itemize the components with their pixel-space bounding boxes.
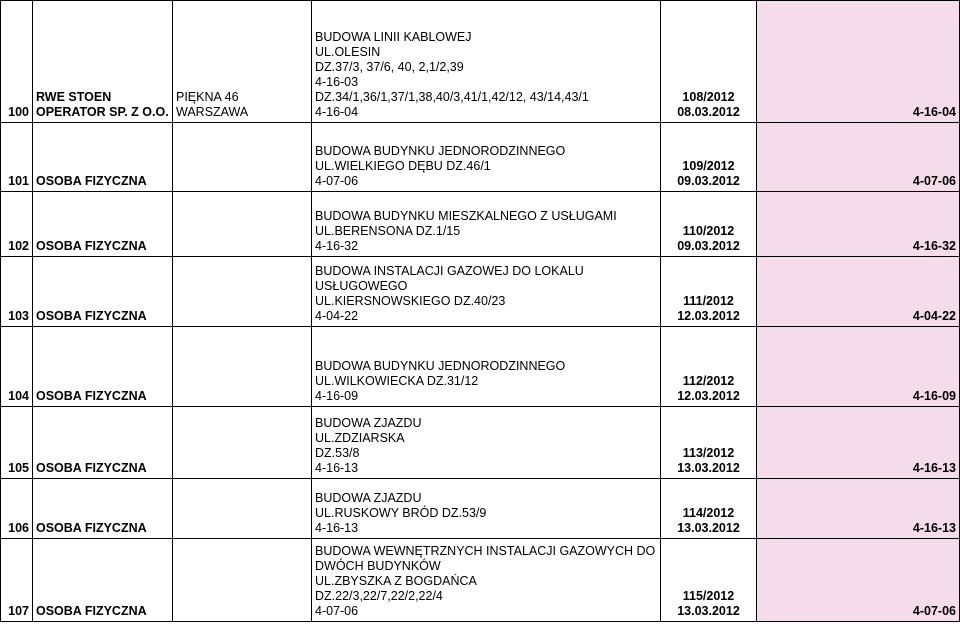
row-number: 105 xyxy=(1,407,33,479)
investor-cell xyxy=(33,327,173,407)
investor-line: RWE STOEN xyxy=(36,90,112,104)
investor-line: OSOBA FIZYCZNA xyxy=(36,604,147,618)
description-line: 4-16-09 xyxy=(315,389,359,403)
decision-number: 115/2012 xyxy=(682,589,735,603)
description-line: 4-04-22 xyxy=(315,309,359,323)
category-code-cell: 4-04-22 xyxy=(757,257,960,327)
description-line: DZ.37/3, 37/6, 40, 2,1/2,39 xyxy=(315,60,464,74)
project-description-cell xyxy=(312,539,661,622)
table-row xyxy=(1,539,960,622)
investor-address-cell xyxy=(173,257,312,327)
project-description-cell xyxy=(312,257,661,327)
investor-address-cell xyxy=(173,407,312,479)
description-line: DZ.22/3,22/7,22/2,22/4 xyxy=(315,589,443,603)
investor-line: OSOBA FIZYCZNA xyxy=(36,389,147,403)
investor-address-cell xyxy=(173,327,312,407)
project-description-cell xyxy=(312,407,661,479)
description-line: 4-07-06 xyxy=(315,174,359,188)
description-line: 4-16-13 xyxy=(315,521,359,535)
decision-date: 12.03.2012 xyxy=(677,309,740,323)
investor-line: OPERATOR SP. Z O.O. xyxy=(36,105,169,119)
table-row xyxy=(1,327,960,407)
row-number: 101 xyxy=(1,123,33,192)
investor-cell xyxy=(33,192,173,257)
description-line: 4-16-32 xyxy=(315,239,359,253)
description-line: BUDOWA ZJAZDU xyxy=(315,491,422,505)
project-description-cell xyxy=(312,192,661,257)
decision-date: 13.03.2012 xyxy=(677,461,740,475)
decision-number: 109/2012 xyxy=(682,159,735,173)
decision-date: 13.03.2012 xyxy=(677,521,740,535)
investor-address-cell xyxy=(173,1,312,123)
table-row xyxy=(1,257,960,327)
table-row xyxy=(1,407,960,479)
description-line: BUDOWA BUDYNKU MIESZKALNEGO Z USŁUGAMI xyxy=(315,209,617,223)
decision-number: 113/2012 xyxy=(682,446,735,460)
decision-number: 111/2012 xyxy=(683,294,734,308)
decision-date: 13.03.2012 xyxy=(677,604,740,618)
description-line: UL.KIERSNOWSKIEGO DZ.40/23 xyxy=(315,294,506,308)
description-line: BUDOWA BUDYNKU JEDNORODZINNEGO xyxy=(315,359,566,373)
investor-line: OSOBA FIZYCZNA xyxy=(36,174,147,188)
decision-cell xyxy=(661,257,757,327)
project-description-cell xyxy=(312,327,661,407)
decision-date: 09.03.2012 xyxy=(677,174,740,188)
decision-number: 112/2012 xyxy=(682,374,735,388)
table-row xyxy=(1,479,960,539)
investor-cell xyxy=(33,539,173,622)
decision-cell xyxy=(661,327,757,407)
description-line: DZ.34/1,36/1,37/1,38,40/3,41/1,42/12, 43/14,43/1 xyxy=(315,90,589,104)
project-description-cell xyxy=(312,479,661,539)
decision-date: 09.03.2012 xyxy=(677,239,740,253)
description-line: 4-16-03 xyxy=(315,75,359,89)
category-code-cell: 4-07-06 xyxy=(757,539,960,622)
decision-cell xyxy=(661,479,757,539)
decision-cell xyxy=(661,192,757,257)
investor-cell xyxy=(33,479,173,539)
investor-cell xyxy=(33,123,173,192)
description-line: BUDOWA WEWNĘTRZNYCH INSTALACJI GAZOWYCH DO xyxy=(315,544,656,558)
table-row xyxy=(1,1,960,123)
category-code-cell: 4-16-32 xyxy=(757,192,960,257)
decision-number: 114/2012 xyxy=(682,506,735,520)
project-description-cell xyxy=(312,123,661,192)
description-line: 4-16-13 xyxy=(315,461,359,475)
description-line: BUDOWA INSTALACJI GAZOWEJ DO LOKALU xyxy=(315,264,584,278)
description-line: 4-16-04 xyxy=(315,105,359,119)
decision-cell xyxy=(661,1,757,123)
decision-date: 12.03.2012 xyxy=(677,389,740,403)
description-line: 4-07-06 xyxy=(315,604,359,618)
project-description-cell xyxy=(312,1,661,123)
row-number: 107 xyxy=(1,539,33,622)
category-code-cell: 4-16-13 xyxy=(757,407,960,479)
category-code-cell: 4-16-09 xyxy=(757,327,960,407)
row-number: 103 xyxy=(1,257,33,327)
category-code-cell: 4-07-06 xyxy=(757,123,960,192)
row-number: 100 xyxy=(1,1,33,123)
investor-address-cell xyxy=(173,123,312,192)
investor-line: OSOBA FIZYCZNA xyxy=(36,309,147,323)
description-line: BUDOWA LINII KABLOWEJ xyxy=(315,30,472,44)
investor-address-cell xyxy=(173,539,312,622)
category-code-cell: 4-16-13 xyxy=(757,479,960,539)
row-number: 106 xyxy=(1,479,33,539)
decision-cell xyxy=(661,407,757,479)
description-line: BUDOWA BUDYNKU JEDNORODZINNEGO xyxy=(315,144,566,158)
investor-address-cell xyxy=(173,192,312,257)
investor-address-cell xyxy=(173,479,312,539)
investor-line: OSOBA FIZYCZNA xyxy=(36,521,147,535)
row-number: 102 xyxy=(1,192,33,257)
description-line: USŁUGOWEGO xyxy=(315,279,408,293)
investor-cell xyxy=(33,257,173,327)
description-line: UL.BERENSONA DZ.1/15 xyxy=(315,224,461,238)
investor-cell xyxy=(33,1,173,123)
description-line: UL.WILKOWIECKA DZ.31/12 xyxy=(315,374,479,388)
category-code-cell: 4-16-04 xyxy=(757,1,960,123)
investor-line: OSOBA FIZYCZNA xyxy=(36,461,147,475)
address-line: PIĘKNA 46 xyxy=(176,90,239,104)
row-number: 104 xyxy=(1,327,33,407)
description-line: UL.OLESIN xyxy=(315,45,381,59)
investor-cell xyxy=(33,407,173,479)
decision-number: 108/2012 xyxy=(682,90,735,104)
description-line: UL.WIELKIEGO DĘBU DZ.46/1 xyxy=(315,159,491,173)
description-line: UL.RUSKOWY BRÓD DZ.53/9 xyxy=(315,506,487,520)
decision-number: 110/2012 xyxy=(682,224,735,238)
description-line: UL.ZDZIARSKA xyxy=(315,431,405,445)
decision-cell xyxy=(661,123,757,192)
description-line: UL.ZBYSZKA Z BOGDAŃCA xyxy=(315,574,477,588)
description-line: BUDOWA ZJAZDU xyxy=(315,416,422,430)
table-body xyxy=(1,1,960,622)
investor-line: OSOBA FIZYCZNA xyxy=(36,239,147,253)
address-line: WARSZAWA xyxy=(176,105,249,119)
table-row xyxy=(1,123,960,192)
description-line: DWÓCH BUDYNKÓW xyxy=(315,559,441,573)
decision-date: 08.03.2012 xyxy=(677,105,740,119)
description-line: DZ.53/8 xyxy=(315,446,360,460)
table-row xyxy=(1,192,960,257)
decision-cell xyxy=(661,539,757,622)
